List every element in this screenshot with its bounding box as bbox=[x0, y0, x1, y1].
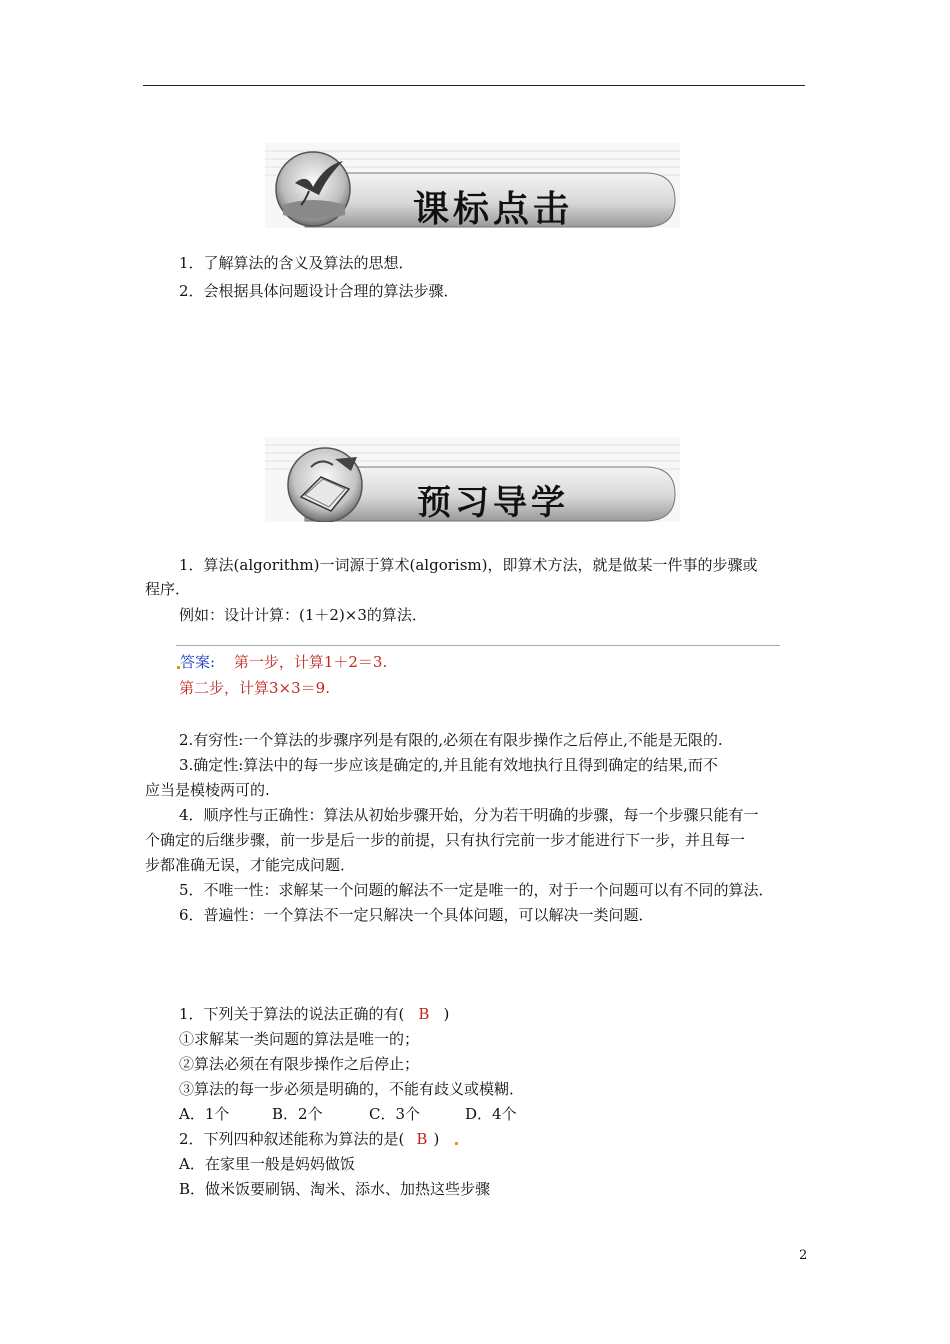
option: A．在家里一般是妈妈做饭 bbox=[179, 1155, 355, 1173]
question-answer: B bbox=[418, 1005, 430, 1023]
paragraph: 3.确定性:算法中的每一步应该是确定的,并且能有效地执行且得到确定的结果,而不 bbox=[179, 756, 718, 774]
paragraph: 程序． bbox=[145, 580, 191, 598]
example: 例如：设计计算：(1＋2)×3的算法． bbox=[179, 606, 427, 624]
paragraph: 6．普遍性：一个算法不一定只解决一个具体问题，可以解决一类问题． bbox=[179, 906, 654, 924]
question-item: ①求解某一类问题的算法是唯一的； bbox=[179, 1030, 420, 1048]
question-close: ) bbox=[443, 1005, 450, 1023]
question-item: ③算法的每一步必须是明确的，不能有歧义或模糊． bbox=[179, 1080, 525, 1098]
option: B．做米饭要刷锅、淘米、添水、加热这些步骤 bbox=[179, 1180, 491, 1198]
question-stem: 1．下列关于算法的说法正确的有( bbox=[179, 1005, 405, 1023]
question-close: ) bbox=[433, 1130, 440, 1148]
option: A．1个 bbox=[179, 1105, 230, 1123]
question-answer: B bbox=[416, 1130, 428, 1148]
question-item: ②算法必须在有限步操作之后停止； bbox=[179, 1055, 420, 1073]
banner-kebiao bbox=[265, 143, 680, 228]
objective-item: 2．会根据具体问题设计合理的算法步骤． bbox=[179, 282, 459, 300]
paragraph: 1．算法(algorithm)一词源于算术(algorism)，即算术方法，就是做某一件事的步骤或 bbox=[179, 556, 758, 574]
answer-label: 答案: bbox=[180, 653, 216, 671]
paragraph: 2.有穷性:一个算法的步骤序列是有限的,必须在有限步操作之后停止,不能是无限的. bbox=[179, 731, 723, 749]
option: D．4个 bbox=[465, 1105, 517, 1123]
page-number: 2 bbox=[799, 1248, 808, 1263]
answer-line bbox=[180, 651, 387, 673]
banner-title: 预习导学 bbox=[417, 483, 569, 523]
answer-text: 第一步，计算1＋2＝3. bbox=[233, 653, 388, 671]
answer-text: 第二步，计算3×3＝9. bbox=[179, 679, 330, 697]
answer-divider bbox=[176, 645, 780, 646]
paragraph: 个确定的后继步骤，前一步是后一步的前提，只有执行完前一步才能进行下一步，并且每一 bbox=[145, 831, 746, 849]
paragraph: 5．不唯一性：求解某一个问题的解法不一定是唯一的，对于一个问题可以有不同的算法． bbox=[179, 881, 774, 899]
option: C．3个 bbox=[369, 1105, 421, 1123]
question-stem: 2．下列四种叙述能称为算法的是( bbox=[179, 1130, 405, 1148]
paragraph: 应当是模棱两可的. bbox=[145, 781, 270, 799]
question-1 bbox=[179, 1003, 449, 1025]
question-2 bbox=[179, 1128, 439, 1150]
banner-title: 课标点击 bbox=[413, 188, 574, 230]
marker bbox=[455, 1142, 458, 1145]
banner-yuxi bbox=[265, 437, 680, 522]
paragraph: 4．顺序性与正确性：算法从初始步骤开始，分为若干明确的步骤，每一个步骤只能有一 bbox=[179, 806, 759, 824]
objective-item: 1．了解算法的含义及算法的思想． bbox=[179, 254, 414, 272]
paragraph: 步都准确无误，才能完成问题． bbox=[145, 856, 356, 874]
option: B．2个 bbox=[272, 1105, 323, 1123]
header-rule bbox=[143, 85, 805, 86]
